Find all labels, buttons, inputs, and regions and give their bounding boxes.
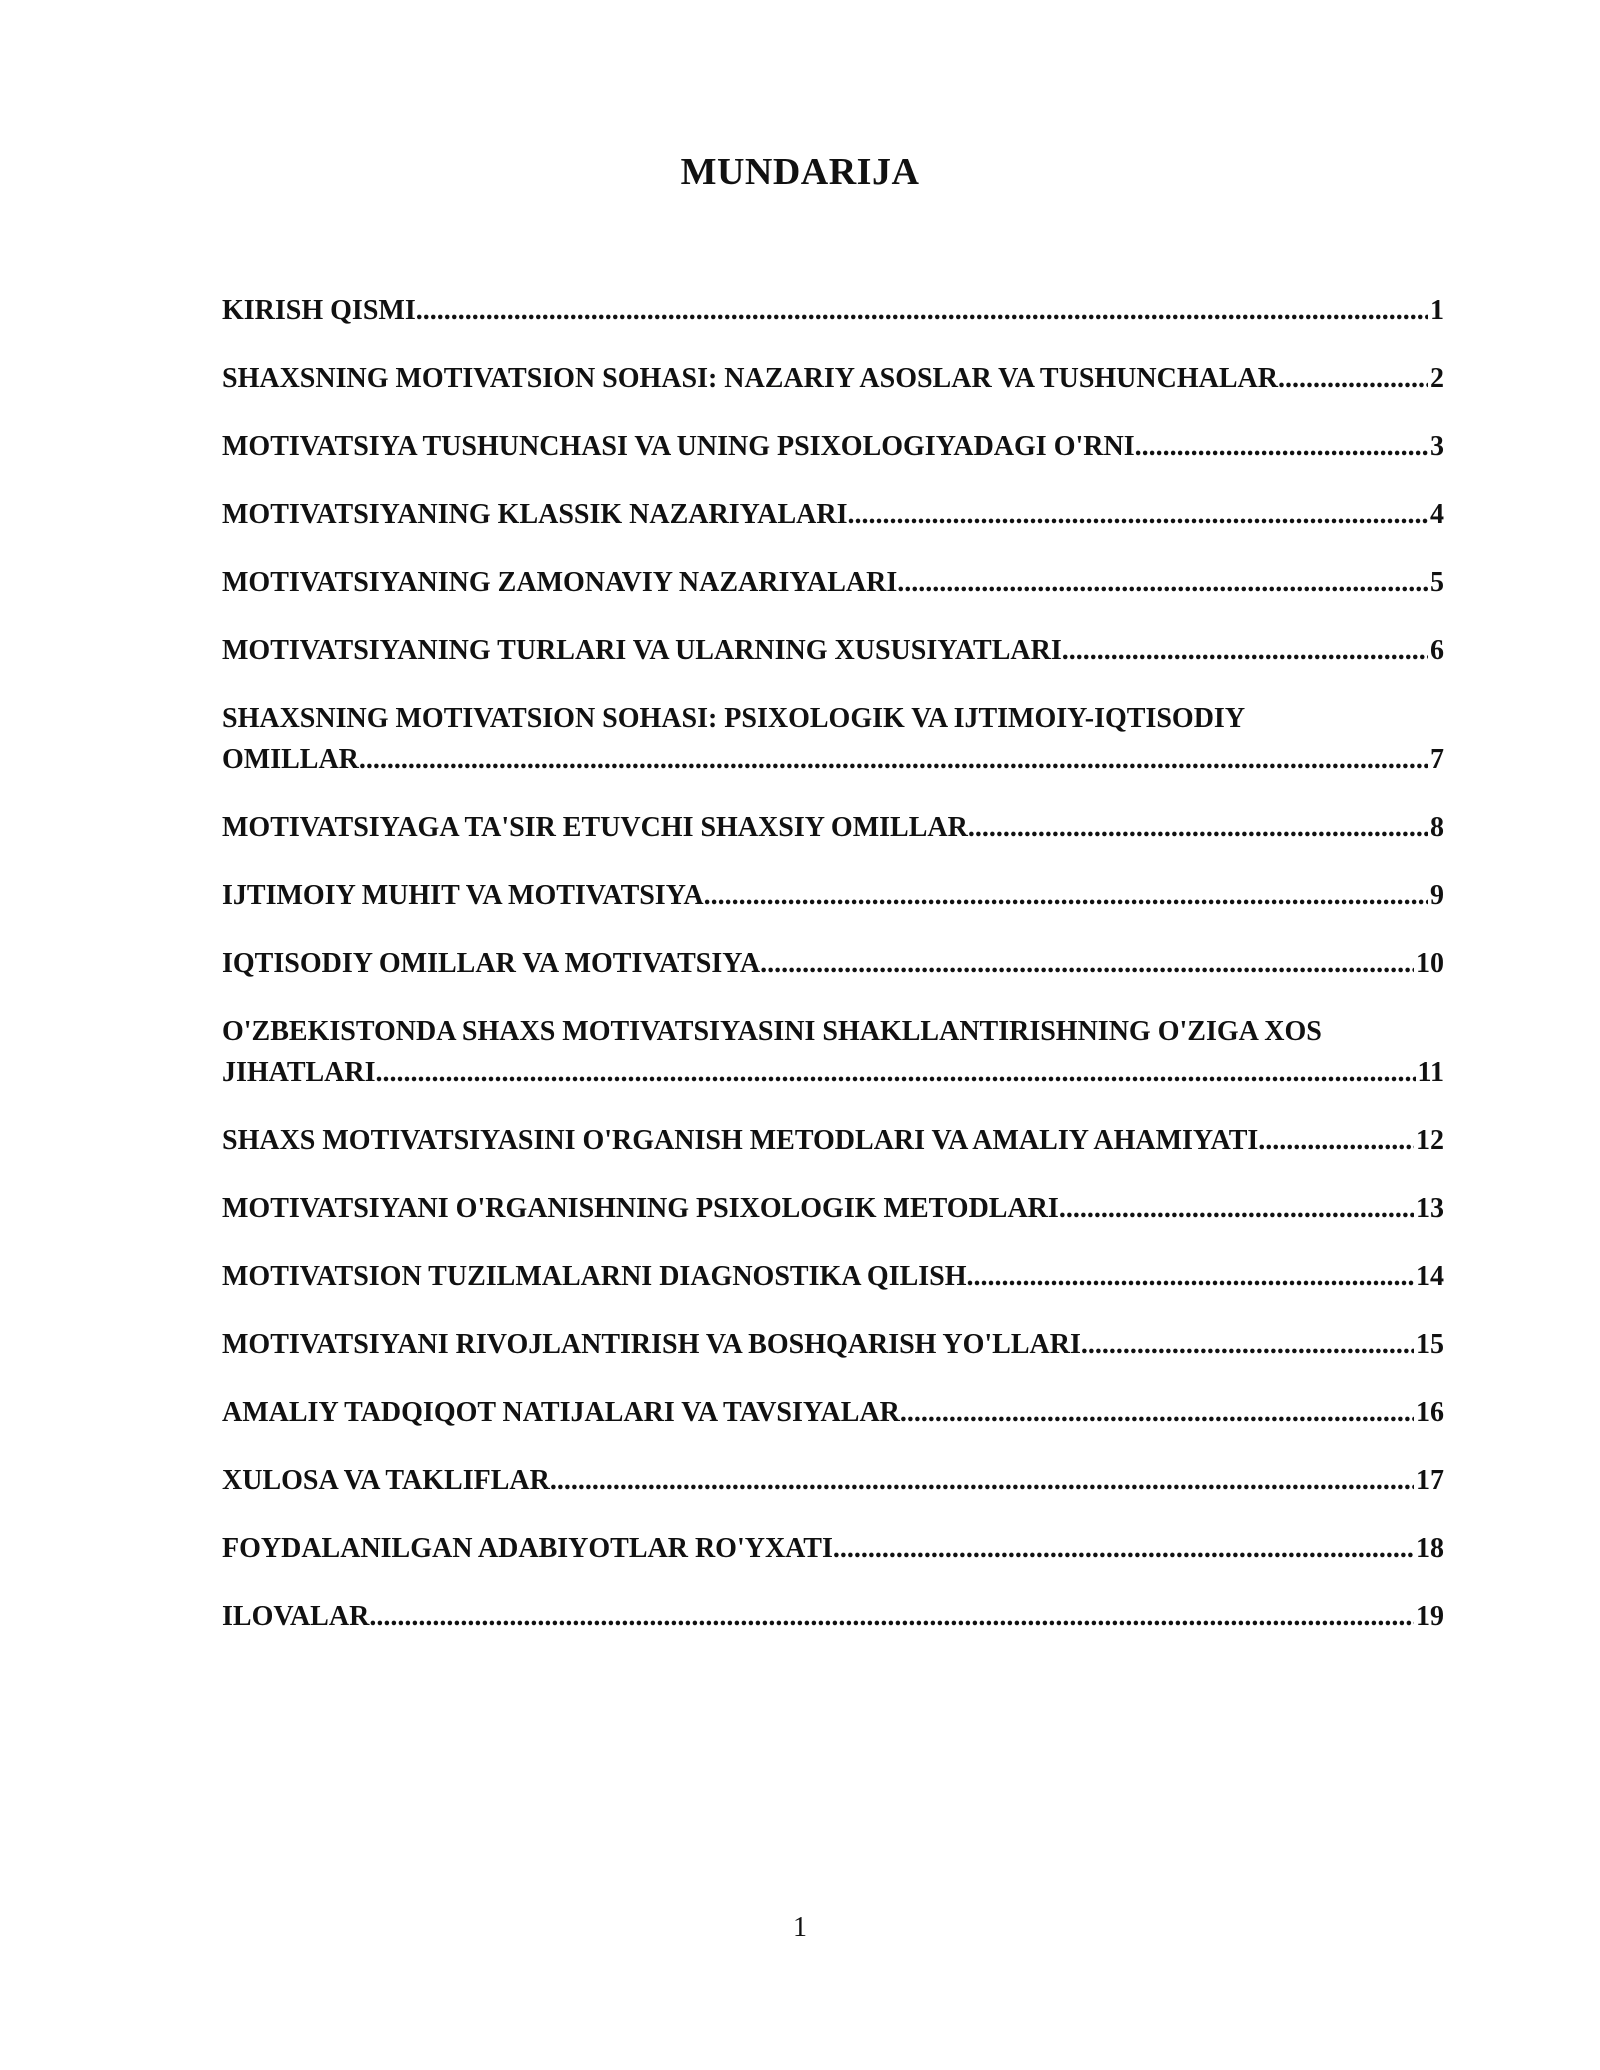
- toc-entry-line: [222, 1528, 1444, 1569]
- toc-entry[interactable]: [222, 1120, 1444, 1161]
- toc-entry-title: MOTIVATSIYANING TURLARI VA ULARNING XUSUSIYATLARI: [222, 635, 1062, 666]
- toc-entry-page-number: 5: [1430, 567, 1444, 598]
- toc-entry-page-number: 12: [1416, 1125, 1444, 1156]
- page-title: MUNDARIJA: [680, 151, 920, 193]
- dot-leader: [376, 1052, 1416, 1093]
- toc-entry[interactable]: [222, 1596, 1444, 1637]
- toc-entry[interactable]: [222, 1324, 1444, 1365]
- toc-entry-line: [222, 807, 1444, 848]
- toc-entry-title-line: O'ZBEKISTONDA SHAXS MOTIVATSIYASINI SHAKLLANTIRISHNING O'ZIGA XOS: [222, 1016, 1322, 1047]
- dot-leader: [1135, 426, 1428, 467]
- toc-entry-line: [222, 358, 1444, 399]
- toc-entry-title-line: SHAXSNING MOTIVATSION SOHASI: PSIXOLOGIK VA IJTIMOIY-IQTISODIY: [222, 703, 1246, 734]
- toc-entry-line: [222, 1392, 1444, 1433]
- toc-entry-page-number: 8: [1430, 812, 1444, 843]
- toc-entry-page-number: 11: [1417, 1057, 1444, 1088]
- toc-entry-line: [222, 426, 1444, 467]
- toc-entry-line: [222, 1052, 1444, 1093]
- dot-leader: [550, 1460, 1414, 1501]
- toc-entry-line: [222, 1324, 1444, 1365]
- toc-entry-title: OMILLAR: [222, 744, 359, 775]
- toc-entry-page-number: 1: [1430, 295, 1444, 326]
- toc-entry[interactable]: [222, 1460, 1444, 1501]
- toc-entry-page-number: 13: [1416, 1193, 1444, 1224]
- toc-entry[interactable]: [222, 630, 1444, 671]
- toc-entry[interactable]: [222, 562, 1444, 603]
- toc-entry-line: [222, 1188, 1444, 1229]
- toc-entry-title: IJTIMOIY MUHIT VA MOTIVATSIYA: [222, 880, 704, 911]
- toc-entry-title: XULOSA VA TAKLIFLAR: [222, 1465, 550, 1496]
- toc-entry-page-number: 6: [1430, 635, 1444, 666]
- dot-leader: [1062, 630, 1428, 671]
- toc-entry-title: MOTIVATSIYA TUSHUNCHASI VA UNING PSIXOLOGIYADAGI O'RNI: [222, 431, 1135, 462]
- toc-entry-title: SHAXS MOTIVATSIYASINI O'RGANISH METODLARI VA AMALIY AHAMIYATI: [222, 1125, 1259, 1156]
- toc-entry-title: AMALIY TADQIQOT NATIJALARI VA TAVSIYALAR: [222, 1397, 900, 1428]
- dot-leader: [897, 562, 1428, 603]
- dot-leader: [369, 1596, 1414, 1637]
- table-of-contents: [222, 290, 1444, 1664]
- page-number: 1: [793, 1912, 807, 1943]
- dot-leader: [1059, 1188, 1414, 1229]
- toc-entry-page-number: 19: [1416, 1601, 1444, 1632]
- dot-leader: [416, 290, 1428, 331]
- dot-leader: [968, 807, 1428, 848]
- toc-entry-title: IQTISODIY OMILLAR VA MOTIVATSIYA: [222, 948, 761, 979]
- toc-entry-title: MOTIVATSIYAGA TA'SIR ETUVCHI SHAXSIY OMILLAR: [222, 812, 968, 843]
- toc-entry-page-number: 17: [1416, 1465, 1444, 1496]
- dot-leader: [967, 1256, 1414, 1297]
- toc-entry-line: [222, 1460, 1444, 1501]
- toc-entry-title: SHAXSNING MOTIVATSION SOHASI: NAZARIY ASOSLAR VA TUSHUNCHALAR: [222, 363, 1278, 394]
- toc-entry[interactable]: [222, 1528, 1444, 1569]
- toc-entry[interactable]: [222, 943, 1444, 984]
- toc-entry-page-number: 4: [1430, 499, 1444, 530]
- toc-entry-line: [222, 494, 1444, 535]
- toc-entry-line: [222, 290, 1444, 331]
- toc-entry-title: KIRISH QISMI: [222, 295, 416, 326]
- toc-entry-line: [222, 1256, 1444, 1297]
- toc-entry-title: MOTIVATSIYANING ZAMONAVIY NAZARIYALARI: [222, 567, 898, 598]
- toc-entry[interactable]: [222, 290, 1444, 331]
- toc-entry-page-number: 18: [1416, 1533, 1444, 1564]
- toc-entry-page-number: 9: [1430, 880, 1444, 911]
- dot-leader: [760, 943, 1414, 984]
- toc-entry[interactable]: [222, 494, 1444, 535]
- toc-entry-title: FOYDALANILGAN ADABIYOTLAR RO'YXATI: [222, 1533, 833, 1564]
- toc-entry-line: [222, 875, 1444, 916]
- toc-entry-page-number: 10: [1416, 948, 1444, 979]
- dot-leader: [848, 494, 1428, 535]
- toc-entry-title: JIHATLARI: [222, 1057, 376, 1088]
- toc-entry-title: ILOVALAR: [222, 1601, 370, 1632]
- toc-entry-title: MOTIVATSIYANI O'RGANISHNING PSIXOLOGIK METODLARI: [222, 1193, 1059, 1224]
- toc-entry-title: MOTIVATSIYANI RIVOJLANTIRISH VA BOSHQARISH YO'LLARI: [222, 1329, 1081, 1360]
- toc-entry-line: [222, 1120, 1444, 1161]
- toc-entry-line: [222, 1596, 1444, 1637]
- toc-entry[interactable]: [222, 807, 1444, 848]
- toc-entry-page-number: 2: [1430, 363, 1444, 394]
- toc-entry-page-number: 15: [1416, 1329, 1444, 1360]
- toc-entry[interactable]: [222, 1011, 1444, 1093]
- dot-leader: [704, 875, 1428, 916]
- toc-entry[interactable]: [222, 1392, 1444, 1433]
- dot-leader: [359, 739, 1428, 780]
- toc-entry[interactable]: [222, 698, 1444, 780]
- toc-entry-line: [222, 630, 1444, 671]
- toc-entry[interactable]: [222, 358, 1444, 399]
- toc-entry-line: [222, 943, 1444, 984]
- dot-leader: [1278, 358, 1428, 399]
- toc-entry-page-number: 3: [1430, 431, 1444, 462]
- toc-entry-title: MOTIVATSION TUZILMALARNI DIAGNOSTIKA QILISH: [222, 1261, 967, 1292]
- toc-entry-page-number: 14: [1416, 1261, 1444, 1292]
- dot-leader: [1081, 1324, 1414, 1365]
- toc-entry-line: [222, 739, 1444, 780]
- toc-entry[interactable]: [222, 1188, 1444, 1229]
- dot-leader: [833, 1528, 1414, 1569]
- toc-entry[interactable]: [222, 426, 1444, 467]
- toc-entry-line: [222, 562, 1444, 603]
- dot-leader: [1258, 1120, 1414, 1161]
- toc-entry-title: MOTIVATSIYANING KLASSIK NAZARIYALARI: [222, 499, 848, 530]
- toc-entry[interactable]: [222, 1256, 1444, 1297]
- toc-entry[interactable]: [222, 875, 1444, 916]
- toc-entry-page-number: 7: [1430, 744, 1444, 775]
- dot-leader: [900, 1392, 1414, 1433]
- toc-entry-page-number: 16: [1416, 1397, 1444, 1428]
